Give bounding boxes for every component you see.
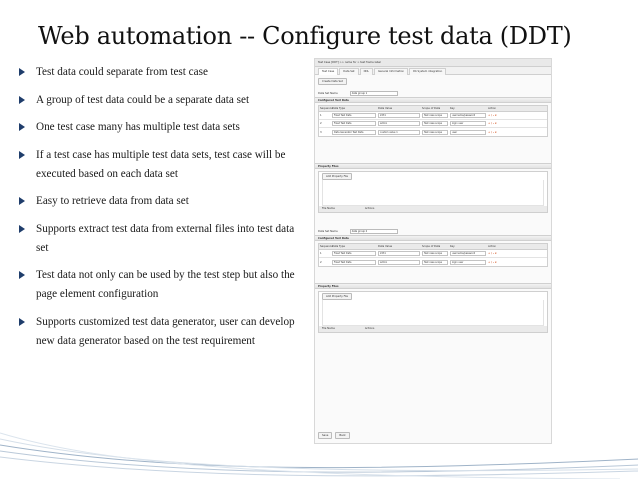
property-files-list	[322, 180, 544, 206]
data-value-input[interactable]: custom value 1	[378, 130, 420, 135]
data-type-select[interactable]: Data Generator Test Data	[332, 130, 376, 135]
bullet-item	[14, 220, 306, 258]
configured-test-data-header: Configured Test Data	[315, 235, 551, 241]
add-property-file-button[interactable]: Add Property File	[322, 173, 352, 180]
table-row	[319, 128, 547, 136]
column-header: Action	[488, 107, 497, 110]
bullet-text: If a test case has multiple test data sets, test case will be executed based on each data set	[36, 148, 286, 180]
sequence-cell: 1	[320, 252, 322, 255]
data-set-name-label: Data Set Name	[318, 91, 338, 95]
test-data-grid	[318, 243, 548, 267]
table-row	[319, 250, 547, 258]
bullet-arrow-icon	[19, 318, 25, 326]
column-header: Scope of Data	[422, 245, 441, 248]
scope-select[interactable]: Test case scope	[422, 260, 448, 265]
sequence-cell: 3	[320, 130, 322, 134]
scope-select[interactable]: Test case scope	[422, 130, 448, 135]
bullet-arrow-icon	[19, 197, 25, 205]
bullet-arrow-icon	[19, 151, 25, 159]
bullet-text: Supports customized test data generator, user can develop new data generator based on the test requirement	[36, 315, 295, 347]
row-actions[interactable]: + / - x	[488, 130, 497, 134]
create-data-set-button[interactable]: Create Data Set	[318, 78, 347, 85]
data-value-input[interactable]: admin	[378, 121, 420, 126]
column-header: Scope of Data	[422, 107, 441, 110]
data-value-input[interactable]: admin	[378, 260, 420, 265]
data-set-name-select[interactable]: data group 2	[350, 229, 398, 234]
data-type-select[interactable]: Fixed Test Data	[332, 113, 376, 118]
column-header: Data Type	[332, 245, 345, 248]
bullet-arrow-icon	[19, 271, 25, 279]
bullet-item	[14, 192, 306, 211]
scope-select[interactable]: Test case scope	[422, 251, 448, 256]
property-files-header: Property Files	[315, 163, 551, 169]
bullet-item	[14, 266, 306, 304]
property-files-footer	[319, 326, 547, 332]
data-type-select[interactable]: Fixed Test Data	[332, 251, 376, 256]
bullet-item	[14, 91, 306, 110]
data-value-input[interactable]: 2231	[378, 251, 420, 256]
sequence-cell: 2	[320, 260, 322, 264]
data-value-input[interactable]: 2231	[378, 113, 420, 118]
property-files-panel	[318, 291, 548, 333]
bullet-arrow-icon	[19, 123, 25, 131]
data-set-name-label: Data Set Name	[318, 229, 338, 233]
bullet-text: Easy to retrieve data from data set	[36, 195, 189, 207]
column-header: Action	[488, 245, 497, 248]
data-set-name-row	[315, 227, 551, 235]
save-button[interactable]: Save	[318, 432, 332, 439]
bullet-text: One test case many has multiple test data sets	[36, 121, 240, 133]
bullet-arrow-icon	[19, 225, 25, 233]
bullet-item	[14, 146, 306, 184]
column-header: Sequence	[320, 107, 333, 110]
embedded-screenshot	[314, 58, 552, 444]
column-header: Key	[450, 107, 455, 110]
column-header: Actions	[364, 327, 375, 330]
bullet-item	[14, 313, 306, 351]
key-input[interactable]: login user	[450, 260, 486, 265]
bullet-item	[14, 63, 306, 82]
tab-test-case[interactable]: Test Case	[318, 68, 338, 75]
data-set-name-select[interactable]: data group 1	[350, 91, 398, 96]
bullet-text: Supports extract test data from external files into test data set	[36, 222, 295, 254]
bullet-text: Test data could separate from test case	[36, 66, 208, 78]
column-header: Data Value	[378, 107, 393, 110]
key-input[interactable]: username/password	[450, 113, 486, 118]
configured-test-data-header: Configured Test Data	[315, 97, 551, 103]
row-actions[interactable]: + / - x	[488, 114, 497, 117]
bullet-arrow-icon	[19, 96, 25, 104]
row-actions[interactable]: + / - x	[488, 122, 497, 125]
column-header: Data Type	[332, 107, 345, 110]
add-property-file-button[interactable]: Add Property File	[322, 293, 352, 300]
back-button[interactable]: Back	[335, 432, 349, 439]
tab-data-set[interactable]: Data Set	[339, 68, 358, 75]
table-row	[319, 112, 547, 120]
spacer	[315, 269, 551, 283]
column-header: Data Value	[378, 245, 393, 248]
data-type-select[interactable]: Fixed Test Data	[332, 260, 376, 265]
bullet-text: A group of test data could be a separate data set	[36, 93, 250, 106]
property-files-header: Property Files	[315, 283, 551, 289]
property-files-footer	[319, 206, 547, 212]
property-files-panel	[318, 171, 548, 213]
data-type-select[interactable]: Fixed Test Data	[332, 121, 376, 126]
tab-bar	[315, 67, 551, 75]
column-header: Actions	[364, 207, 375, 210]
column-header: Sequence	[320, 245, 333, 248]
column-header: File Name	[322, 327, 335, 330]
create-row	[315, 77, 551, 85]
decorative-waves	[0, 409, 638, 479]
bullet-arrow-icon	[19, 68, 25, 76]
row-actions[interactable]: + / - x	[488, 260, 497, 264]
bullet-text: Test data not only can be used by the test step but also the page element configuration	[36, 269, 295, 300]
column-header: File Name	[322, 207, 335, 210]
key-input[interactable]: username/password	[450, 251, 486, 256]
table-row	[319, 120, 547, 128]
scope-select[interactable]: Test case scope	[422, 121, 448, 126]
sequence-cell: 2	[320, 122, 322, 125]
tab-db-system-integration[interactable]: Db System integration	[409, 68, 446, 75]
scope-select[interactable]: Test case scope	[422, 113, 448, 118]
table-row	[319, 258, 547, 266]
window-titlebar: Test Case [DDT] >> name for > test frame label	[315, 59, 551, 67]
sequence-cell: 1	[320, 114, 322, 117]
tab-general-information[interactable]: General Information	[374, 68, 408, 75]
row-actions[interactable]: + / - x	[488, 252, 497, 255]
key-input[interactable]: login user	[450, 121, 486, 126]
data-set-name-row	[315, 89, 551, 97]
bullet-list	[14, 63, 306, 359]
slide-title: Web automation -- Configure test data (DDT)	[38, 22, 572, 50]
bullet-item	[14, 118, 306, 137]
spacer	[315, 139, 551, 163]
tab-ddl[interactable]: DDL	[360, 68, 373, 75]
property-files-list	[322, 300, 544, 326]
column-header: Key	[450, 245, 455, 248]
key-input[interactable]: user	[450, 130, 486, 135]
test-data-grid	[318, 105, 548, 137]
